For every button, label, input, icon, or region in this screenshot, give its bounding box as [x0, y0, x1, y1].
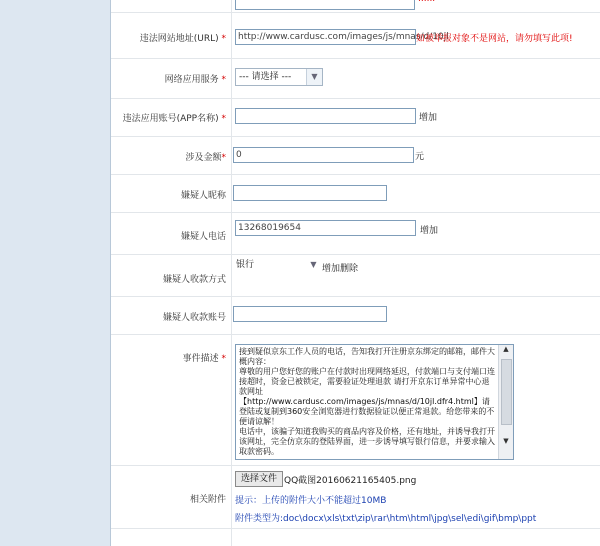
delete-pay-method-link[interactable]: 删除	[340, 264, 359, 274]
chevron-down-icon[interactable]: ▼	[310, 260, 317, 269]
website-name-input[interactable]	[235, 0, 415, 10]
row-service	[111, 58, 600, 99]
pay-account-label: 嫌疑人收款账号	[162, 313, 226, 323]
row-nickname	[111, 174, 600, 213]
description-textarea[interactable]	[235, 344, 514, 460]
left-sidebar	[0, 0, 111, 546]
url-note: 如被举报对象不是网站，请勿填写此项!	[416, 34, 573, 44]
arrow-up-icon[interactable]: ▲	[503, 345, 509, 353]
row-phone	[111, 212, 600, 255]
row-description	[111, 334, 600, 466]
description-label: 事件描述	[182, 354, 219, 364]
url-input[interactable]: http://www.cardusc.com/images/js/mnas/d/10jl	[235, 29, 416, 45]
row-pay-account	[111, 296, 600, 335]
attachment-type-hint: 附件类型为:doc\docx\xls\txt\zip\rar\htm\html\jpg\sel\edi\gif\bmp\ppt	[235, 514, 537, 524]
pay-account-input[interactable]	[233, 306, 387, 322]
nickname-input[interactable]	[233, 185, 387, 201]
row-footer	[111, 528, 600, 546]
nickname-label: 嫌疑人昵称	[180, 191, 226, 201]
service-select[interactable]	[235, 68, 323, 86]
row-amount	[111, 136, 600, 175]
required-mark: *	[221, 75, 226, 85]
description-text: 接到疑似京东工作人员的电话，告知我打开注册京东绑定的邮箱，邮件大概内容： 尊敬的用户您好您的账户在付款时出现网络延迟，付款端口与支付端口连接超时，资金已被锁定，需要验证处理退款 请打开京东订单异常中心退款网址 【http://www.cardusc.com/images/js/mnas/d/10jl.dfr4.html】请登陆或复制到360安全浏览器进行数据验证以便正常退款。给您带来的不便请谅解！ 电话中，该骗子知道我购买的商品内容及价格，还有地址，并诱导我打开该网址，完全仿京东的登陆界面，进一步诱导填写银行信息，并要求输入取款密码。	[239, 347, 495, 456]
required-mark: *	[221, 34, 226, 44]
url-label: 违法网站地址(URL)	[139, 34, 219, 44]
add-app-account-link[interactable]: 增加	[419, 113, 438, 123]
app-account-label: 违法应用账号(APP名称)	[122, 114, 219, 124]
row-attachment	[111, 465, 600, 529]
service-selected-value: --- 请选择 ---	[239, 72, 292, 82]
pay-method-selected-value: 银行	[236, 260, 255, 270]
add-pay-method-link[interactable]: 增加	[322, 264, 341, 274]
report-form	[111, 0, 600, 546]
row-pay-method	[111, 254, 600, 297]
required-mark: *	[221, 153, 226, 163]
selected-filename: QQ截图20160621165405.png	[284, 476, 417, 486]
arrow-down-icon[interactable]: ▼	[503, 437, 509, 445]
scrollbar-thumb[interactable]	[501, 359, 512, 425]
add-phone-link[interactable]: 增加	[420, 226, 439, 236]
required-mark: *	[221, 354, 226, 364]
row-app-account	[111, 98, 600, 137]
website-name-note	[418, 0, 435, 4]
row-url	[111, 12, 600, 59]
amount-label: 涉及金额	[185, 153, 222, 163]
chevron-down-icon[interactable]: ▼	[306, 69, 322, 85]
choose-file-button[interactable]: 选择文件	[235, 471, 283, 487]
required-mark: *	[221, 114, 226, 124]
phone-input[interactable]: 13268019654	[235, 220, 416, 236]
amount-input[interactable]: 0	[233, 147, 414, 163]
pay-method-select[interactable]	[233, 257, 321, 275]
amount-unit: 元	[415, 152, 425, 162]
service-label: 网络应用服务	[164, 75, 219, 85]
pay-method-label: 嫌疑人收款方式	[162, 275, 226, 285]
attachment-size-hint: 提示：上传的附件大小不能超过10MB	[235, 496, 387, 506]
scrollbar[interactable]	[498, 345, 513, 459]
phone-label: 嫌疑人电话	[180, 232, 226, 242]
app-account-input[interactable]	[235, 108, 416, 124]
attachment-label: 相关附件	[189, 495, 226, 505]
